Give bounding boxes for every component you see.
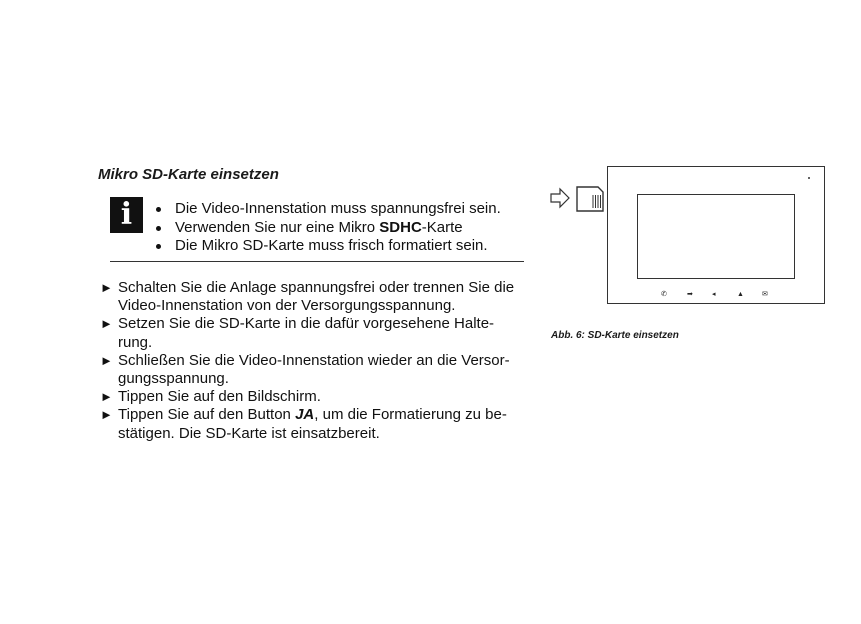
info-item-text: Die Video-Innenstation muss spannungsfrei sein. — [175, 200, 501, 217]
step-item — [100, 388, 540, 406]
step-text: Tippen Sie auf den Button — [118, 406, 296, 424]
info-icon: i — [110, 197, 143, 233]
step-text: Setzen Sie die SD-Karte in die dafür vorgesehene Halte- — [118, 315, 495, 333]
step-item — [100, 352, 540, 388]
arrow-bullet-icon: ► — [100, 352, 113, 368]
sd-card-contacts — [593, 195, 601, 208]
step-text: Tippen Sie auf den Bildschirm. — [118, 388, 321, 406]
step-line — [118, 297, 540, 315]
video-indoor-station — [607, 166, 825, 304]
info-item-text: -Karte — [421, 218, 463, 236]
step-item — [100, 406, 540, 442]
step-text: JA — [295, 406, 315, 424]
divider — [110, 261, 524, 262]
status-led — [808, 177, 810, 179]
key-button-icon: ➡ — [687, 291, 693, 298]
arrow-bullet-icon: ► — [100, 407, 113, 423]
info-item-text: Verwenden Sie nur eine Mikro — [175, 218, 380, 236]
speaker-button-icon: ◂ — [712, 291, 716, 298]
arrow-bullet-icon: ► — [100, 280, 113, 295]
step-line — [118, 406, 540, 424]
step-line — [118, 279, 540, 297]
step-line — [118, 425, 540, 443]
insert-arrow-icon — [551, 189, 569, 207]
arrow-bullet-icon: ► — [100, 316, 113, 332]
step-line — [118, 388, 540, 406]
step-line — [118, 370, 540, 388]
info-item-text: Die Mikro SD-Karte muss frisch formatiert sein. — [175, 237, 488, 254]
section-heading: Mikro SD-Karte einsetzen — [98, 166, 279, 183]
info-item — [155, 237, 501, 256]
step-text: stätigen. Die SD-Karte ist einsatzbereit. — [118, 424, 380, 442]
sd-card-icon — [577, 187, 603, 211]
info-list — [155, 200, 501, 256]
phone-button-icon: ✆ — [661, 291, 667, 298]
bell-button-icon: ▲ — [737, 291, 744, 298]
step-line — [118, 315, 540, 333]
info-item — [155, 219, 501, 238]
step-line — [118, 334, 540, 352]
step-item — [100, 279, 540, 315]
touchscreen — [637, 194, 795, 279]
mail-button-icon: ✉ — [762, 291, 768, 298]
step-item — [100, 315, 540, 351]
step-text: rung. — [118, 333, 153, 351]
step-text: Schalten Sie die Anlage spannungsfrei oder trennen Sie die — [118, 279, 515, 296]
info-item-text: SDHC — [379, 218, 422, 236]
step-text: , um die Formatierung zu be- — [314, 406, 507, 424]
arrow-bullet-icon: ► — [100, 389, 113, 405]
step-text: Schließen Sie die Video-Innenstation wieder an die Versor- — [118, 351, 510, 369]
instruction-steps — [100, 279, 540, 443]
figure-caption: Abb. 6: SD-Karte einsetzen — [551, 330, 679, 341]
step-line — [118, 352, 540, 370]
step-text: gungsspannung. — [118, 370, 229, 388]
step-text: Video-Innenstation von der Versorgungsspannung. — [118, 297, 456, 315]
sd-card-insert-icon — [550, 186, 606, 212]
info-item — [155, 200, 501, 219]
